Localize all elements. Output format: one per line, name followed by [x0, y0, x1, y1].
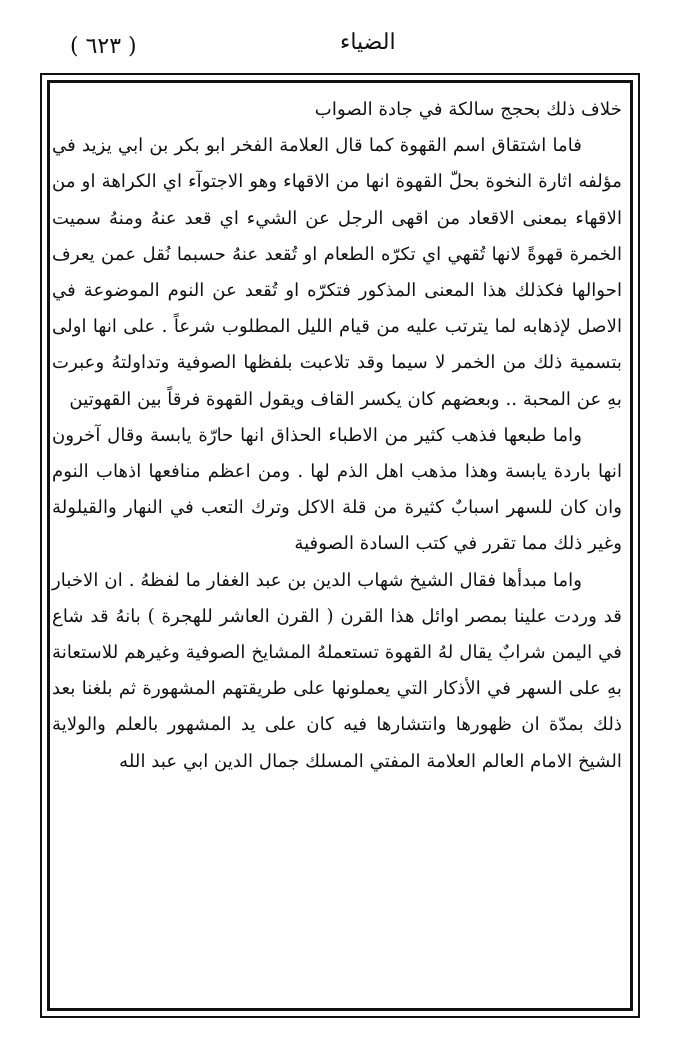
paragraph: فاما اشتقاق اسم القهوة كما قال العلامة الفخر ابو بكر بن ابي يزيد في مؤلفه اثارة النخوة بحلّ القهوة انها من الاقهاء وهو الاجتوآء اي الكراهة او من الاقهاء بمعنى الاقعاد من اقهى الرجل عن الشيء اي قعد عنهُ ومنهُ سميت الخمرة قهوةً لانها تُقهي اي تكرّه الطعام او تُقعد عنهُ حسبما نُقل عمن يعرف احوالها فكذلك هذا المعنى المذكور فتكرّه او تُقعد عن النوم الموضوعة في الاصل لإذهابه لما يترتب عليه من قيام الليل المطلوب شرعاً . على انها اولى بتسمية ذلك من الخمر لا سيما وقد تلاعبت بلفظها الصوفية وتداولتهُ وعبرت بهِ عن المحبة .. وبعضهم كان يكسر القاف ويقول القهوة فرقاً بين القهوتين: [52, 135, 622, 410]
page-number: ( ٦٢٣ ): [70, 34, 137, 59]
body-text: [52, 92, 622, 780]
paragraph: خلاف ذلك بحجج سالكة في جادة الصواب: [314, 99, 622, 120]
page-header: [40, 30, 640, 70]
running-head: الضياء: [340, 30, 396, 55]
paragraph: واما طبعها فذهب كثير من الاطباء الحذاق انها حارّة يابسة وقال آخرون انها باردة يابسة وهذا مذهب اهل الذم لها . ومن اعظم منافعها اذهاب النوم وان كان للسهر اسبابٌ كثيرة من قلة الاكل وترك التعب في النهار والقيلولة وغير ذلك مما تقرر في كتب السادة الصوفية: [52, 424, 622, 555]
paragraph: واما مبدأها فقال الشيخ شهاب الدين بن عبد الغفار ما لفظهُ . ان الاخبار قد وردت علينا بمصر اوائل هذا القرن ( القرن العاشر للهجرة ) بانهُ قد شاع في اليمن شرابٌ يقال لهُ القهوة تستعملهُ المشايخ الصوفية وغيرهم للاستعانة بهِ على السهر في الأذكار التي يعملونها على طريقتهم المشهورة ثم بلغنا بعد ذلك بمدّة ان ظهورها وانتشارها فيه كان على يد المشهور بالعلم والولاية الشيخ الامام العالم العلامة المفتي المسلك جمال الدين ابي عبد الله: [52, 569, 622, 772]
